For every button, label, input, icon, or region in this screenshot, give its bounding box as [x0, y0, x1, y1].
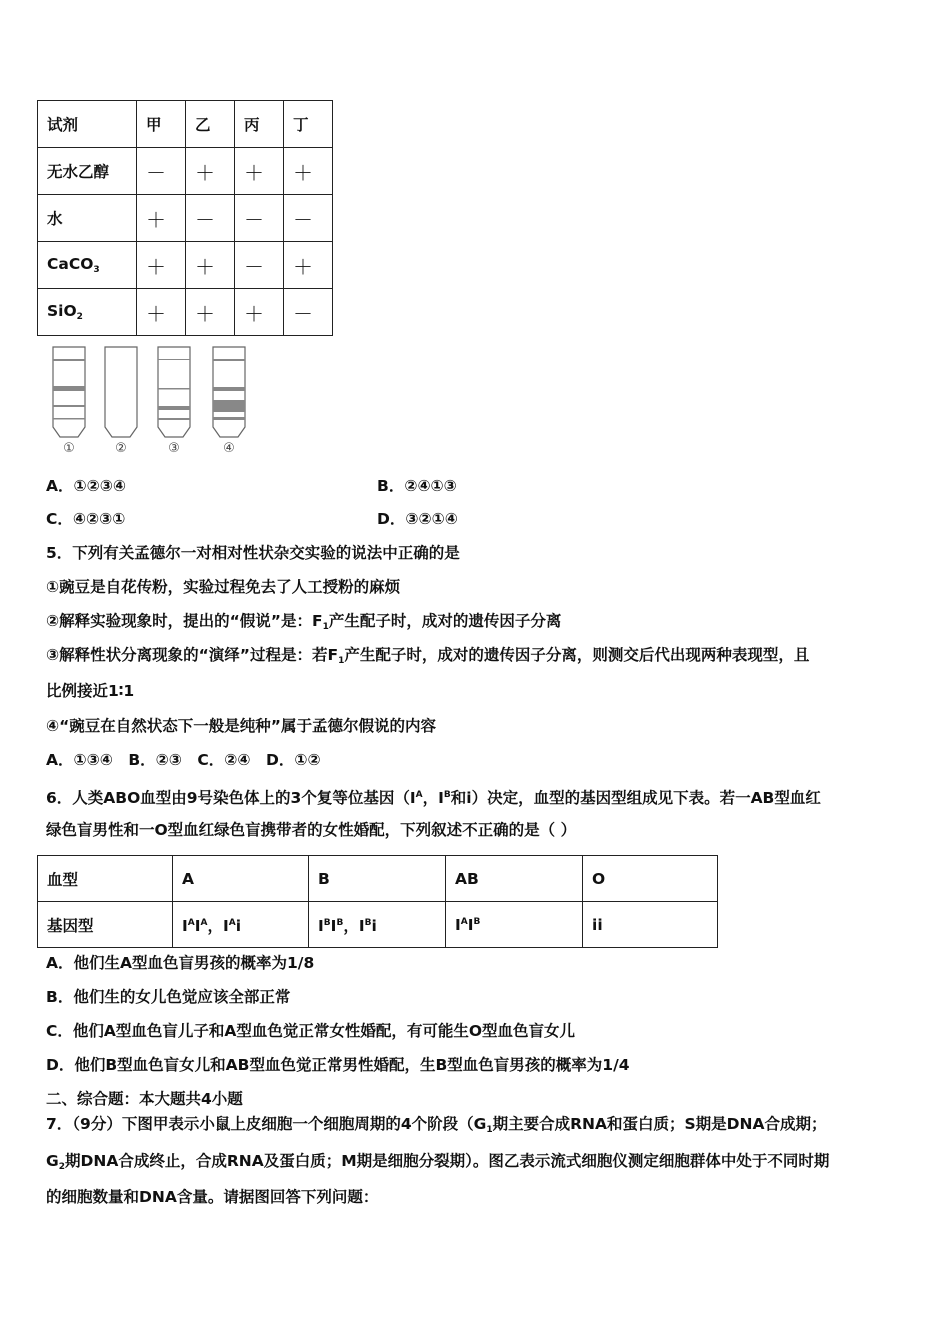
q7-line-1	[46, 1114, 827, 1140]
text: 和i）决定，血型的基因型组成见下表。若一AB型血红	[450, 789, 821, 807]
table-cell: $I^AI^B$	[446, 902, 583, 948]
q7-line-3: 的细胞数量和DNA含量。请据图回答下列问题：	[46, 1188, 379, 1206]
table-cell: 基因型	[38, 902, 173, 948]
table-cell: ＋	[137, 289, 186, 336]
q5-statement-1: ①豌豆是自花传粉，实验过程免去了人工授粉的麻烦	[46, 578, 401, 596]
q5-statement-4: ④“豌豆在自然状态下一般是纯种”属于孟德尔假说的内容	[46, 717, 436, 735]
table-cell: ＋	[284, 242, 333, 289]
table-cell: －	[284, 195, 333, 242]
q4-option-c: C．④②③①	[46, 510, 126, 528]
table-header: 甲	[137, 101, 186, 148]
superscript: B	[364, 917, 372, 928]
tube-label: ④	[223, 441, 235, 456]
q6-option-d: D．他们B型血色盲女儿和AB型血色觉正常男性婚配，生B型血色盲男孩的概率为1/4	[46, 1056, 630, 1074]
table-header: 乙	[186, 101, 235, 148]
reagent-table	[37, 100, 333, 336]
table-cell: －	[235, 195, 284, 242]
chromatography-tubes-figure	[50, 345, 260, 457]
table-row	[38, 101, 333, 148]
table-cell: －	[186, 195, 235, 242]
text: ，I	[422, 789, 444, 807]
table-cell: －	[235, 242, 284, 289]
superscript: A	[415, 790, 423, 800]
subscript: 3	[93, 265, 100, 275]
subscript: 2	[76, 312, 83, 322]
table-cell: ＋	[284, 148, 333, 195]
text: ②解释实验现象时，提出的“假说”是：F	[46, 612, 323, 630]
row-label: 水	[38, 195, 137, 242]
table-cell: ＋	[137, 242, 186, 289]
superscript: A	[187, 917, 195, 928]
table-row	[38, 289, 333, 336]
q4-option-d: D．③②①④	[377, 510, 458, 528]
table-cell: ＋	[186, 289, 235, 336]
table-cell: A	[173, 856, 309, 902]
q4-option-a: A．①②③④	[46, 477, 126, 495]
table-row	[38, 902, 718, 948]
table-cell: $I^BI^B$，$I^Bi$	[309, 902, 446, 948]
q6-stem-cont: 绿色盲男性和一O型血红绿色盲携带者的女性婚配，下列叙述不正确的是（ ）	[46, 821, 577, 839]
tube-label: ②	[115, 441, 127, 456]
section-heading: 二、综合题：本大题共4小题	[46, 1090, 243, 1108]
table-row	[38, 195, 333, 242]
tube-label: ③	[168, 441, 180, 456]
row-label	[38, 242, 137, 289]
table-cell: AB	[446, 856, 583, 902]
superscript: A	[460, 916, 468, 927]
superscript: B	[323, 917, 331, 928]
superscript: B	[443, 790, 451, 800]
table-cell: －	[137, 148, 186, 195]
q7-line-2	[46, 1151, 829, 1177]
q4-option-b: B．②④①③	[377, 477, 457, 495]
table-cell: ＋	[235, 289, 284, 336]
q6-option-b: B．他们生的女儿色觉应该全部正常	[46, 988, 291, 1006]
subscript: 1	[486, 1125, 493, 1135]
table-header: 试剂	[38, 101, 137, 148]
text: ③解释性状分离现象的“演绎”过程是：若F	[46, 646, 339, 664]
text: 产生配子时，成对的遗传因子分离	[328, 612, 562, 630]
superscript: B	[336, 917, 344, 928]
text: 7．（9分）下图甲表示小鼠上皮细胞一个细胞周期的4个阶段（G	[46, 1115, 487, 1133]
superscript: B	[473, 916, 481, 927]
table-cell: －	[284, 289, 333, 336]
table-row	[38, 148, 333, 195]
q6-option-c: C．他们A型血色盲儿子和A型血色觉正常女性婚配，有可能生O型血色盲女儿	[46, 1022, 576, 1040]
superscript: A	[228, 917, 236, 928]
tube-label: ①	[63, 441, 75, 456]
table-cell: B	[309, 856, 446, 902]
blood-type-table	[37, 855, 718, 948]
text: 6．人类ABO血型由9号染色体上的3个复等位基因（I	[46, 789, 416, 807]
subscript: 1	[322, 622, 329, 632]
q6-option-a: A．他们生A型血色盲男孩的概率为1/8	[46, 954, 315, 972]
text: G	[46, 1152, 59, 1170]
text: 期主要合成RNA和蛋白质；S期是DNA合成期；	[492, 1115, 827, 1133]
q5-statement-3-cont: 比例接近1∶1	[46, 682, 135, 700]
table-cell: ＋	[186, 148, 235, 195]
text: 产生配子时，成对的遗传因子分离，则测交后代出现两种表现型，且	[344, 646, 810, 664]
q5-stem: 5．下列有关孟德尔一对相对性状杂交实验的说法中正确的是	[46, 544, 460, 562]
row-label	[38, 289, 137, 336]
table-cell: O	[583, 856, 718, 902]
label-text: SiO	[47, 302, 77, 320]
row-label: 无水乙醇	[38, 148, 137, 195]
label-text: CaCO	[47, 255, 94, 273]
table-header: 丙	[235, 101, 284, 148]
q5-statement-3	[46, 645, 809, 671]
text: 期DNA合成终止，合成RNA及蛋白质；M期是细胞分裂期）。图乙表示流式细胞仪测定细胞群体中处于不同时期	[65, 1152, 830, 1170]
q6-stem	[46, 785, 821, 808]
q5-statement-2	[46, 611, 561, 637]
table-row	[38, 242, 333, 289]
table-cell: $I^AI^A$，$I^Ai$	[173, 902, 309, 948]
table-cell: ＋	[137, 195, 186, 242]
table-header: 丁	[284, 101, 333, 148]
table-cell: ii	[583, 902, 718, 948]
table-cell: 血型	[38, 856, 173, 902]
table-cell: ＋	[235, 148, 284, 195]
table-row	[38, 856, 718, 902]
table-cell: ＋	[186, 242, 235, 289]
subscript: 1	[338, 656, 345, 666]
superscript: A	[200, 917, 208, 928]
q5-options: A．①③④ B．②③ C．②④ D．①②	[46, 751, 321, 769]
subscript: 2	[58, 1162, 65, 1172]
